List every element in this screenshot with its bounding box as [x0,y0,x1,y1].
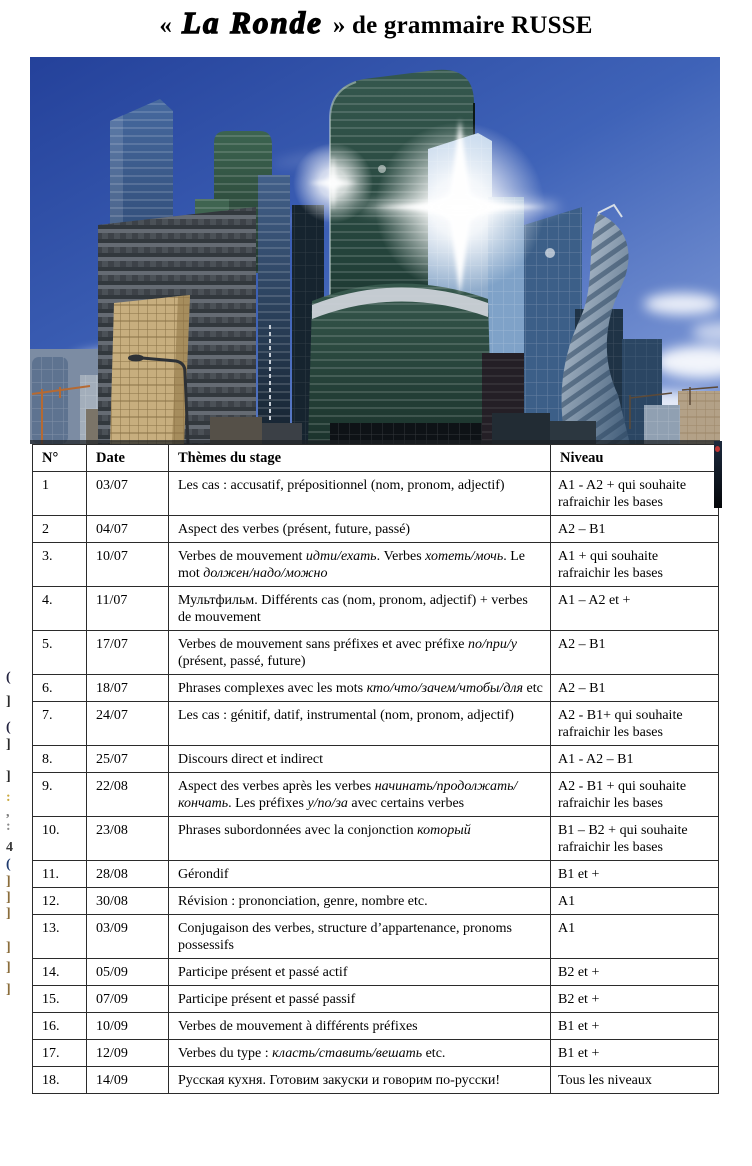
theme-cell [169,472,551,516]
left-fragment: ] [6,770,11,784]
niveau-cell: A2 - B1 + qui souhaite rafraichir les bases [551,773,719,817]
theme-segment: Aspect des verbes (présent, future, passé) [178,522,411,537]
theme-cell [169,1040,551,1067]
num-cell: 14. [33,959,87,986]
theme-segment: Русская кухня. Готовим закуски и говорим по-русски! [178,1073,501,1088]
left-fragment: ] [6,695,11,709]
schedule-table-body [33,472,719,1094]
date-cell: 14/09 [87,1067,169,1094]
date-cell: 12/09 [87,1040,169,1067]
theme-segment: avec certains verbes [347,796,465,811]
table-row [33,631,719,675]
moscow-city-photo [30,57,720,444]
date-cell: 24/07 [87,702,169,746]
num-cell: 18. [33,1067,87,1094]
theme-segment: у/по/за [307,796,348,811]
table-row [33,746,719,773]
date-cell: 25/07 [87,746,169,773]
table-row [33,986,719,1013]
theme-segment: должен/надо/можно [203,566,328,581]
theme-segment: Phrases subordonnées avec la conjonction [178,823,418,838]
date-cell: 17/07 [87,631,169,675]
theme-cell [169,587,551,631]
niveau-cell: A1 [551,888,719,915]
theme-cell [169,986,551,1013]
theme-cell [169,773,551,817]
niveau-cell: A1 - A2 + qui souhaite rafraichir les bases [551,472,719,516]
theme-segment: (présent, passé, future) [178,654,306,669]
left-fragment: ] [6,961,11,975]
theme-cell [169,702,551,746]
theme-cell [169,675,551,702]
niveau-cell: A2 – B1 [551,516,719,543]
right-photo-artifact [714,441,722,508]
niveau-cell: B1 et + [551,861,719,888]
num-cell: 8. [33,746,87,773]
theme-cell [169,543,551,587]
theme-segment: Révision : prononciation, genre, nombre etc. [178,894,428,909]
header-cell-theme: Thèmes du stage [169,445,551,472]
theme-segment: Мультфильм. Différents cas (nom, pronom, adjectif) + verbes de mouvement [178,593,528,625]
table-header-row [33,445,719,472]
skyline-illustration [30,57,720,444]
table-row [33,773,719,817]
theme-cell [169,746,551,773]
table-row [33,702,719,746]
niveau-cell: Tous les niveaux [551,1067,719,1094]
table-row [33,587,719,631]
table-row [33,959,719,986]
theme-cell [169,516,551,543]
table-row [33,861,719,888]
left-fragment: ( [6,721,11,735]
title-rest: » de grammaire RUSSE [332,12,593,39]
left-fragment: 4 [6,841,13,855]
theme-segment: Participe présent et passé passif [178,992,356,1007]
theme-segment: начинать/продолжать/кончать [178,779,518,811]
num-cell: 16. [33,1013,87,1040]
niveau-cell: A2 – B1 [551,675,719,702]
theme-segment: etc. [422,1046,446,1061]
num-cell: 9. [33,773,87,817]
theme-segment: класть/ставить/вешать [272,1046,423,1061]
date-cell: 07/09 [87,986,169,1013]
iq-rounded-building [308,283,492,444]
niveau-cell: A1 [551,915,719,959]
theme-segment: Aspect des verbes après les verbes [178,779,375,794]
num-cell: 15. [33,986,87,1013]
niveau-cell: A2 - B1+ qui souhaite rafraichir les bases [551,702,719,746]
niveau-cell: A1 - A2 – B1 [551,746,719,773]
left-fragment: ] [6,891,11,905]
theme-segment: Conjugaison des verbes, structure d’appartenance, pronoms possessifs [178,921,512,953]
theme-cell [169,915,551,959]
theme-segment: Participe présent et passé actif [178,965,348,980]
theme-segment: Discours direct et indirect [178,752,324,767]
left-fragment: ] [6,907,11,921]
date-cell: 03/09 [87,915,169,959]
left-fragment: : [6,820,11,834]
table-row [33,1013,719,1040]
theme-segment: Verbes de mouvement à différents préfixes [178,1019,418,1034]
theme-segment: идти/ехать [305,549,377,564]
theme-cell [169,861,551,888]
left-fragment: , [6,806,10,820]
theme-cell [169,1067,551,1094]
theme-cell [169,817,551,861]
theme-segment: etc [523,681,543,696]
theme-segment: хотеть/мочь [425,549,504,564]
theme-segment: Verbes de mouvement [178,549,306,564]
niveau-cell: B1 et + [551,1040,719,1067]
title-brand: La Ronde [182,5,323,40]
theme-cell [169,631,551,675]
niveau-cell: A2 – B1 [551,631,719,675]
table-row [33,888,719,915]
theme-segment: Les cas : accusatif, prépositionnel (nom, pronom, adjectif) [178,478,505,493]
theme-segment: Verbes du type : [178,1046,273,1061]
schedule-table [32,444,719,1094]
left-fragment: ( [6,671,11,685]
num-cell: 12. [33,888,87,915]
table-row [33,1040,719,1067]
theme-cell [169,959,551,986]
theme-segment: Verbes de mouvement sans préfixes et avec préfixe [178,637,468,652]
niveau-cell: B2 et + [551,986,719,1013]
table-row [33,472,719,516]
date-cell: 30/08 [87,888,169,915]
niveau-cell: B2 et + [551,959,719,986]
date-cell: 03/07 [87,472,169,516]
theme-cell [169,1013,551,1040]
left-fragment: ( [6,858,11,872]
theme-segment: Les cas : génitif, datif, instrumental (nom, pronom, adjectif) [178,708,514,723]
num-cell: 3. [33,543,87,587]
left-fragment: : [6,791,11,805]
niveau-cell: A1 + qui souhaite rafraichir les bases [551,543,719,587]
niveau-cell: B1 et + [551,1013,719,1040]
left-fragment: ] [6,875,11,889]
theme-segment: . Le mot [178,549,525,581]
date-cell: 11/07 [87,587,169,631]
table-row [33,543,719,587]
table-row [33,915,719,959]
theme-segment: по/при/у [468,637,517,652]
num-cell: 4. [33,587,87,631]
left-fragment: ] [6,738,11,752]
num-cell: 17. [33,1040,87,1067]
page-title [0,4,752,41]
theme-segment: . Verbes [376,549,426,564]
theme-segment: Phrases complexes avec les mots [178,681,367,696]
niveau-cell: A1 – A2 et + [551,587,719,631]
num-cell: 5. [33,631,87,675]
num-cell: 7. [33,702,87,746]
date-cell: 10/09 [87,1013,169,1040]
theme-segment: . Les préfixes [228,796,308,811]
left-fragment: ] [6,983,11,997]
table-row [33,516,719,543]
num-cell: 1 [33,472,87,516]
date-cell: 10/07 [87,543,169,587]
left-fragment: ] [6,941,11,955]
date-cell: 18/07 [87,675,169,702]
num-cell: 2 [33,516,87,543]
red-dot-artifact [715,446,720,452]
date-cell: 05/09 [87,959,169,986]
theme-segment: кто/что/зачем/чтобы/для [366,681,524,696]
num-cell: 11. [33,861,87,888]
num-cell: 10. [33,817,87,861]
theme-segment: который [417,823,471,838]
table-row [33,675,719,702]
num-cell: 6. [33,675,87,702]
num-cell: 13. [33,915,87,959]
header-cell-num: N° [33,445,87,472]
table-row [33,1067,719,1094]
date-cell: 23/08 [87,817,169,861]
gold-lattice-building [110,295,190,444]
header-cell-niveau: Niveau [551,445,719,472]
theme-cell [169,888,551,915]
niveau-cell: B1 – B2 + qui souhaite rafraichir les bases [551,817,719,861]
date-cell: 22/08 [87,773,169,817]
date-cell: 04/07 [87,516,169,543]
header-cell-date: Date [87,445,169,472]
title-open-quote: « [159,12,173,39]
theme-segment: Gérondif [178,867,229,882]
table-row [33,817,719,861]
date-cell: 28/08 [87,861,169,888]
